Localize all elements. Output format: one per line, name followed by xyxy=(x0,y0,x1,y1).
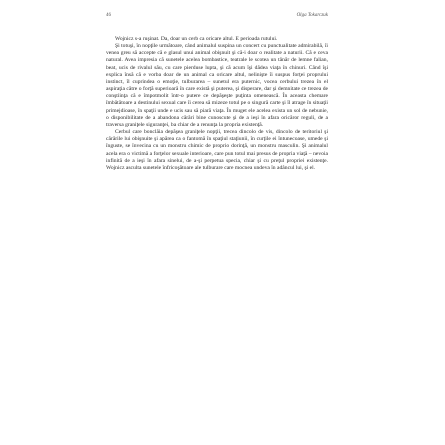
paragraph: Cerbul care bonclăia depăşea graniţele nopţii, trecea dincolo de vis, dincolo de teritoriul şi cărările lui obişnuite şi apărea ca o fantomă în spaţiul staţiunii, în curţile ei întunecoase, umede şi înguste, se învecina cu un monstru chimic de proprio dorinţă, un monstru masculin. Şi animalul acela era o victimă a forţelor sexuale interioare, care pun totul mai presus de propria viaţă – nevoia infinită de a ieşi în afara sinelui, de a-şi perpetua specia, chiar şi cu preţul propriei existenţe. Wojnicz asculta sunetele înfricoşătoare ale tulburare care mocnea undeva în adâncul lui, şi el. xyxy=(106,129,328,171)
page-header xyxy=(106,13,328,23)
page-number: 46 xyxy=(106,13,111,18)
paragraph: Wojnicz s-a ruşinat. Da, doar un cerb ca oricare altul. E perioada rutului. xyxy=(115,36,278,42)
body-text xyxy=(106,36,328,172)
running-title: Olga Tokarczuk xyxy=(296,13,328,18)
paragraph: Şi totuşi, în nopţile următoare, când animalul suspina un concert cu punctualitate admirabilă, îi venea greu să accepte că e glasul unui animal obişnuit şi că-i doar o realitate a naturii. Că e ceva natural. Avea impresia că sunetele acelea bombastice, teatrale le scotea un tânăr de lemne falian, beat, ucis de rivalul său, cu care pierduse lupta, şi că acum îşi dădea viaţa în chinuri. Când îşi explica însă că e vorba doar de un animal ca oricare altul, nelinişte îi suspus forţei proprului instinct, îl cuprindea o emoţie, tulburarea – sunetul era puternic, vocea cerbului trezea în el aspiraţia către o forţă superioară în care există şi puterea, şi disperare, dar şi demnitate ce trezea de conştiinţa că e împotmolit într-o putere ce depăşeşte puţinta omenească. În aceasta chemare îmbătătoare a destinului sexual care îi cerea să mizeze totul pe o singură carte şi îl atrage în situaţii primejdioase, în spaţii unde e ucis sau să piară viaţa. În muget ele acelea exista un sol de nebunie, o disponibilitate de a abandona cărări bine cunoscute şi de a ieşi în afara oricăror reguli, de a traversa graniţele siguranţei, ba chiar de a renunţa la propria existenţă. xyxy=(106,43,328,128)
